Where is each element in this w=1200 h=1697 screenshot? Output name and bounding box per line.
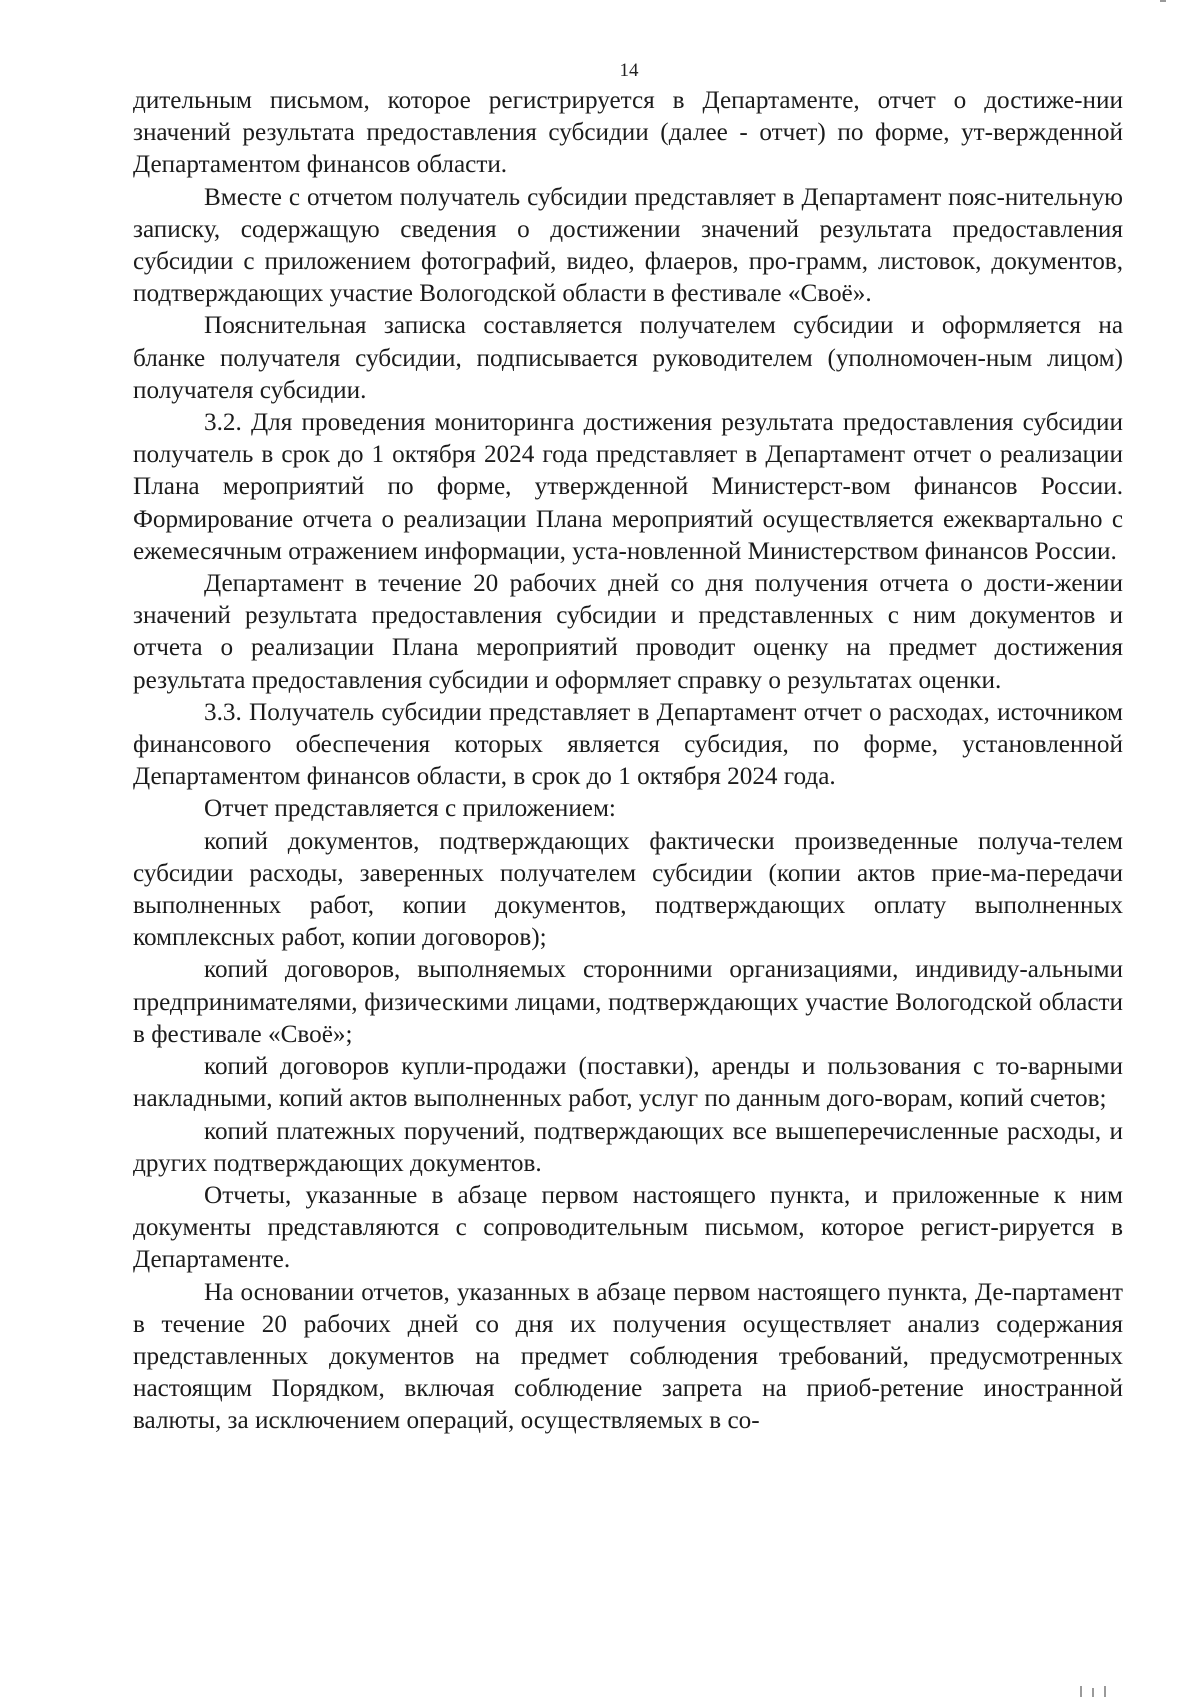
paragraph-continuation: дительным письмом, которое регистрируется в Департаменте, отчет о достиже-нии значений результата предоставления субсидии (далее - отчет) по форме, ут-вержденной Департаментом финансов области. (133, 87, 1123, 179)
paragraph-department-analysis: На основании отчетов, указанных в абзаце первом настоящего пункта, Де-партамент в течение 20 рабочих дней со дня их получения осуществляет анализ содержания представленных документов на предмет соблюдения требований, предусмотренных настоящим Порядком, включая соблюдение запрета на приоб-ретение иностранной валюты, за исключением операций, осуществляемых в со- (133, 1278, 1123, 1435)
scan-artifact (1092, 1688, 1094, 1697)
scan-artifact (1160, 0, 1166, 2)
paragraph-reports-submission: Отчеты, указанные в абзаце первом настоящего пункта, и приложенные к ним документы представляются с сопроводительным письмом, которое регист-рируется в Департаменте. (133, 1181, 1123, 1274)
list-item-contracts-third-parties: копий договоров, выполняемых сторонними организациями, индивиду-альными предпринимателями, физическими лицами, подтверждающих участие Вологодской области в фестивале «Своё»; (133, 956, 1123, 1048)
document-body (133, 85, 1123, 1438)
scan-artifact (1104, 1686, 1106, 1697)
list-item-expense-documents: копий документов, подтверждающих фактически произведенные получа-телем субсидии расходы, заверенных получателем субсидии (копии актов прие-ма-передачи выполненных работ, копии документов, подтверждающих оплату выполненных комплексных работ, копии договоров); (133, 827, 1123, 952)
paragraph-explanatory-note-intro: Вместе с отчетом получатель субсидии представляет в Департамент пояс-нительную записку, содержащую сведения о достижении значений результата предоставления субсидии с приложением фотографий, видео, флаеров, про-грамм, листовок, документов, подтверждающих участие Вологодской области в фестивале «Своё». (133, 183, 1123, 308)
paragraph-explanatory-note-form: Пояснительная записка составляется получателем субсидии и оформляется на бланке получателя субсидии, подписывается руководителем (уполномочен-ным лицом) получателя субсидии. (133, 312, 1123, 404)
paragraph-section-3-3: 3.3. Получатель субсидии представляет в Департамент отчет о расходах, источником финансового обеспечения которых является субсидия, по форме, установленной Департаментом финансов области, в срок до 1 октября 2024 года. (133, 698, 1123, 791)
list-item-purchase-contracts: копий договоров купли-продажи (поставки), аренды и пользования с то-варными накладными, копий актов выполненных работ, услуг по данным дого-ворам, копий счетов; (133, 1053, 1123, 1113)
page-number: 14 (619, 60, 639, 81)
list-item-payment-orders: копий платежных поручений, подтверждающих все вышеперечисленные расходы, и других подтверждающих документов. (133, 1117, 1123, 1177)
paragraph-section-3-2: 3.2. Для проведения мониторинга достижения результата предоставления субсидии получатель в срок до 1 октября 2024 года представляет в Департамент отчет о реализации Плана мероприятий по форме, утвержденной Министерст-вом финансов России. Формирование отчета о реализации Плана мероприятий осуществляется ежеквартально с ежемесячным отражением информации, уста-новленной Министерством финансов России. (133, 409, 1123, 565)
paragraph-attachments-intro: Отчет представляется с приложением: (204, 795, 616, 823)
paragraph-department-evaluation: Департамент в течение 20 рабочих дней со дня получения отчета о дости-жении значений результата предоставления субсидии и представленных с ним документов и отчета о реализации Плана мероприятий проводит оценку на предмет достижения результата предоставления субсидии и оформляет справку о результатах оценки. (133, 570, 1123, 694)
scan-artifact (1080, 1686, 1082, 1697)
